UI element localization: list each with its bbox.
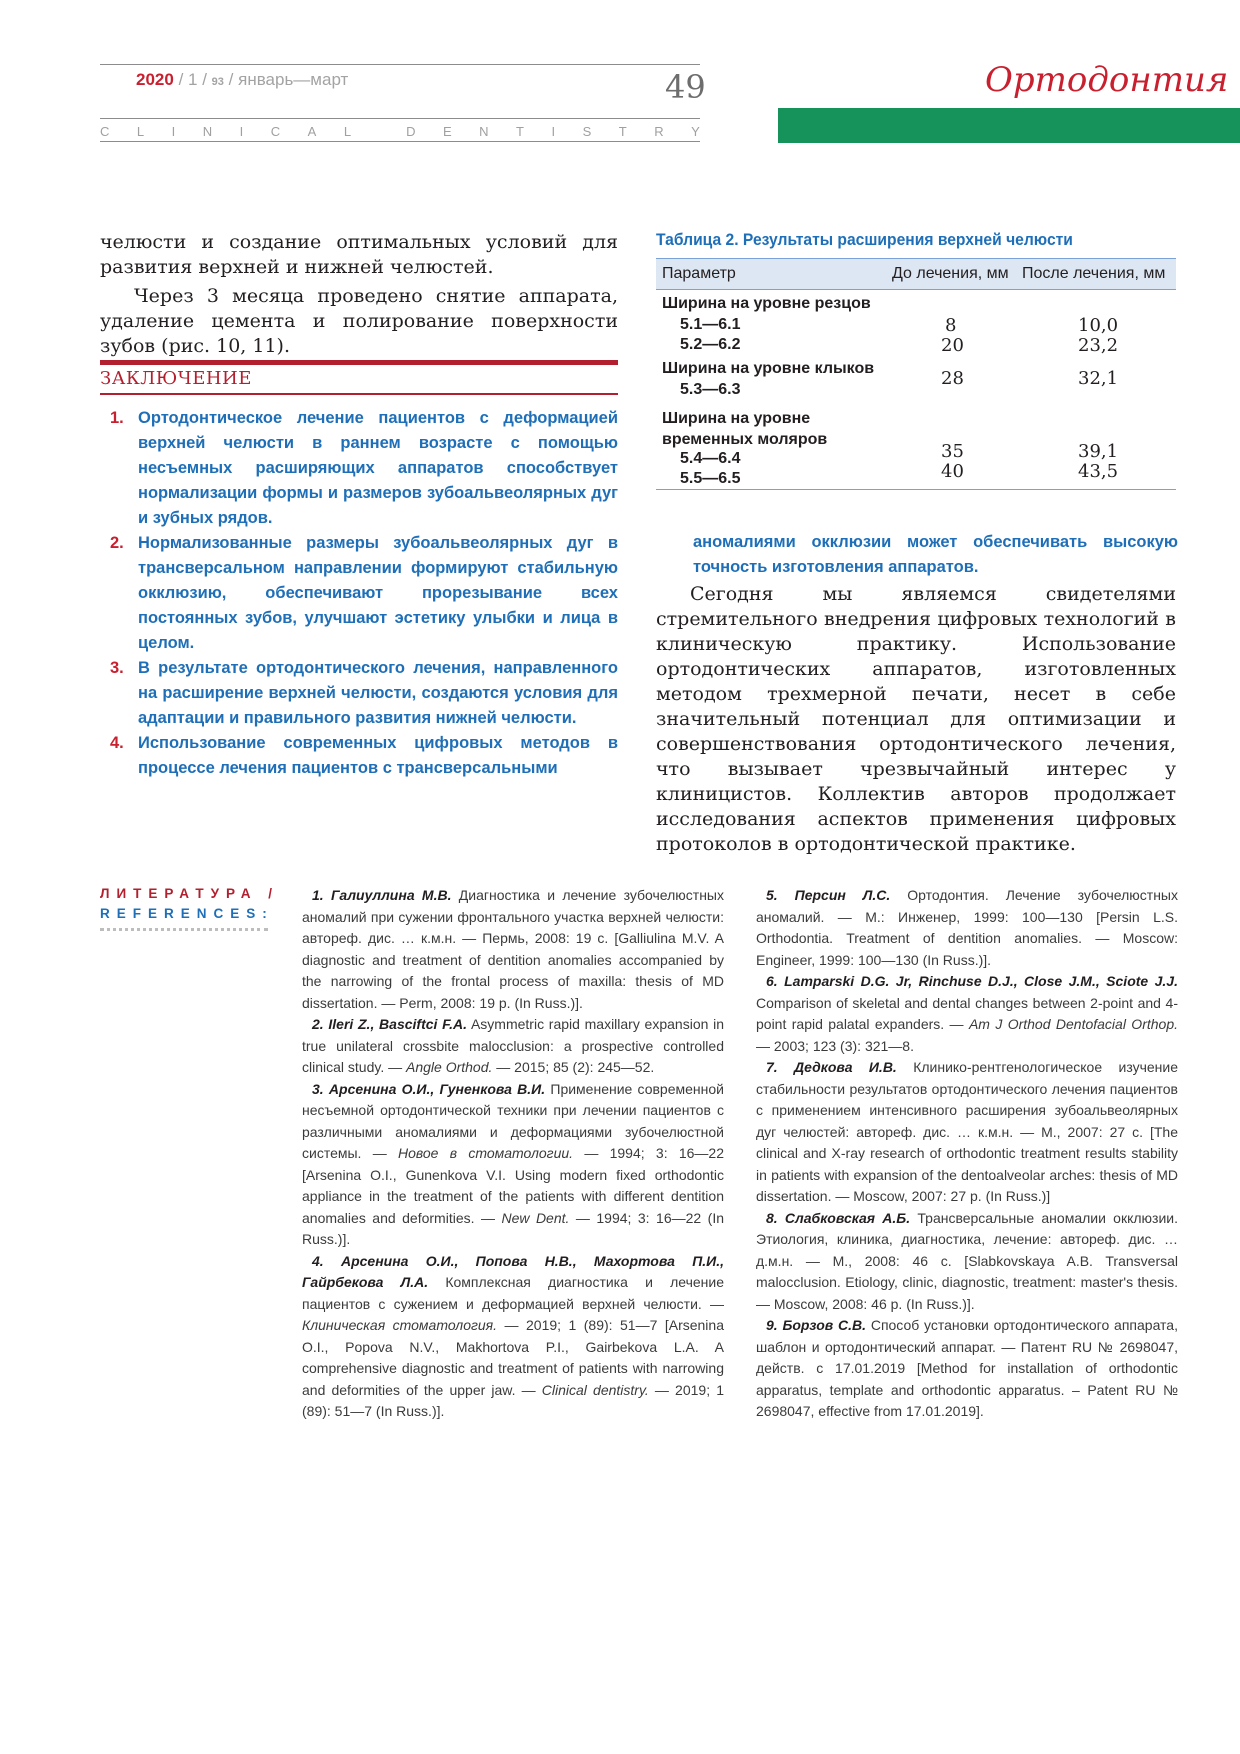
table-cell-after: 23,2 bbox=[1078, 335, 1119, 356]
table-cell-after: 10,0 bbox=[1078, 315, 1119, 336]
journal-letter: S bbox=[582, 124, 592, 139]
conclusion-continuation: аномалиями окклюзии может обеспечивать высокую точность изготовления аппаратов. bbox=[693, 533, 1178, 576]
table-row bbox=[656, 404, 1176, 490]
reference-authors: 9. Борзов С.В. bbox=[766, 1317, 867, 1333]
reference-authors: 2. Ileri Z., Basciftci F.A. bbox=[312, 1016, 468, 1032]
reference-tail: — 1994; 3: 16—22 [Arsenina O.I., Gunenkova V.I. Using modern fixed orthodontic appliance in the treatment of the patients with different dentition anomalies and deformities. — bbox=[302, 1145, 725, 1226]
issue-period: январь—март bbox=[238, 70, 349, 89]
table-row bbox=[656, 290, 1176, 354]
references-heading bbox=[100, 884, 279, 924]
reference-item bbox=[302, 1079, 724, 1251]
references-title-en: REFERENCES: bbox=[100, 906, 274, 921]
table-sub-label: 5.2—6.2 bbox=[680, 336, 741, 353]
table-header-cell: До лечения, мм bbox=[892, 265, 1009, 282]
references-title-ru: ЛИТЕРАТУРА / bbox=[100, 886, 280, 901]
item-number: 1. bbox=[110, 409, 124, 427]
section-color-band bbox=[778, 108, 1240, 143]
reference-authors: 1. Галиуллина М.В. bbox=[312, 887, 452, 903]
journal-letter: C bbox=[100, 124, 110, 139]
journal-letter: N bbox=[479, 124, 489, 139]
reference-authors: 6. Lamparski D.G. Jr, Rinchuse D.J., Close J.M., Sciote J.J. bbox=[766, 973, 1178, 989]
reference-tail: — 1994; 3: 16—22 (In Russ.)]. bbox=[302, 1209, 725, 1247]
table-cell-before: 20 bbox=[941, 335, 964, 356]
intro-paragraph-1: челюсти и создание оптимальных условий для развития верхней и нижней челюстей. bbox=[100, 231, 618, 278]
section-title: Ортодонтия bbox=[985, 60, 1229, 100]
table-cell-after: 39,1 bbox=[1078, 441, 1119, 462]
conclusion-heading: ЗАКЛЮЧЕНИЕ bbox=[100, 368, 252, 389]
conclusion-item bbox=[100, 531, 618, 656]
conclusion-list bbox=[100, 406, 618, 781]
journal-letter: N bbox=[202, 124, 213, 139]
reference-text: Asymmetric rapid maxillary expansion in true unilateral crossbite malocclusion: a prospective controlled clinical study. — bbox=[302, 1016, 724, 1075]
journal-letter: T bbox=[618, 124, 627, 139]
closing-text bbox=[656, 582, 1176, 857]
reference-journal: Клиническая стоматология. bbox=[302, 1317, 498, 1333]
table-header-cell: Параметр bbox=[662, 265, 736, 282]
table-row-label: Ширина на уровне клыков bbox=[662, 360, 875, 377]
issue-number: 1 bbox=[188, 70, 198, 89]
table-header-row bbox=[656, 258, 1176, 290]
reference-authors: 7. Дедкова И.В. bbox=[766, 1059, 897, 1075]
journal-letter: D bbox=[406, 124, 416, 139]
item-text: Использование современных цифровых методов в процессе лечения пациентов с трансверсальными bbox=[138, 734, 618, 777]
reference-tail: — 2019; 1 (89): 51—7 (In Russ.)]. bbox=[302, 1381, 724, 1419]
closing-paragraph: Сегодня мы являемся свидетелями стремительного внедрения цифровых технологий в клиническую практику. Использование ортодонтических аппаратов, изготовленных методом трехмерной печати, несет в себе значительный потенциал для оптимизации и совершенствования ортодонтического лечения, что вызывает чрезвычайный интерес у клиницистов. Коллектив авторов продолжает исследования аспектов применения цифровых протоколов в ортодонтической практике. bbox=[656, 583, 1176, 855]
reference-text: Применение современной несъемной ортодонтической техники при лечении пациентов с различными аномалиями и деформациями зубочелюстной системы. — bbox=[302, 1080, 724, 1161]
journal-letter: L bbox=[136, 124, 145, 139]
journal-name bbox=[100, 124, 700, 139]
item-number: 4. bbox=[110, 734, 124, 752]
table-header-cell: После лечения, мм bbox=[1022, 265, 1166, 282]
reference-text: Comparison of skeletal and dental changes between 2-point and 4-point rapid palatal expanders. — bbox=[756, 994, 1178, 1032]
journal-letter: C bbox=[270, 124, 281, 139]
reference-item bbox=[302, 885, 724, 1014]
conclusion-item bbox=[100, 656, 618, 731]
journal-letter: R bbox=[654, 124, 664, 139]
reference-authors: 4. Арсенина О.И., Попова Н.В., Махортова П.И., Гайрбекова Л.А. bbox=[302, 1252, 724, 1290]
reference-item bbox=[302, 1251, 724, 1423]
table-cell-before: 35 bbox=[941, 441, 964, 462]
reference-journal: New Dent. bbox=[501, 1209, 570, 1226]
header-top-rule bbox=[100, 64, 700, 65]
reference-text: Диагностика и лечение зубочелюстных аномалий при сужении фронтального участка верхней челюсти: автореф. дис. … к.м.н. — Пермь, 2008: 19 с. [Galliulina M.V. A diagnostic and treatment of dentition anomalies accompanied by the narrowing of the frontal process of maxilla: thesis of MD dissertation. — Perm, 2008: 19 p. (In Russ.)]. bbox=[302, 887, 724, 1011]
header-middle-rule bbox=[100, 118, 700, 119]
table-sub-label: 5.5—6.5 bbox=[680, 470, 741, 487]
reference-tail: — 2019; 1 (89): 51—7 [Arsenina O.I., Popova N.V., Makhortova P.I., Gairbekova L.A. A comprehensive diagnostic and treatment of patients with narrowing and deformities of the upper jaw. — bbox=[302, 1317, 724, 1398]
issue-info: 2020 / 1 / 93 / январь—март bbox=[136, 70, 349, 89]
intro-paragraph-2: Через 3 месяца проведено снятие аппарата, удаление цемента и полирование поверхности зубов (рис. 10, 11). bbox=[100, 285, 618, 357]
reference-item bbox=[756, 971, 1178, 1057]
reference-tail: — 2003; 123 (3): 321—8. bbox=[756, 1037, 914, 1054]
item-text: В результате ортодонтического лечения, направленного на расширение верхней челюсти, создаются условия для адаптации и правильного развития нижней челюсти. bbox=[138, 659, 618, 727]
results-table bbox=[656, 258, 1176, 490]
reference-text: Клинико-рентгенологическое изучение стабильности результатов ортодонтического лечения пациентов с применением интенсивного расширения зубоальвеолярных дуг челюстей: автореф. дис. … к.м.н. — М., 2007: 27 с. [The clinical and X-ray research of orthodontic treatment results stability in patients with expansion of the dentoalveolar arches: thesis of MD dissertation. — Moscow, 2007: 27 p. (In Russ.)] bbox=[756, 1059, 1178, 1204]
table-title: Таблица 2. Результаты расширения верхней челюсти bbox=[656, 230, 1073, 249]
journal-letter: Y bbox=[691, 124, 700, 139]
journal-letter: E bbox=[442, 124, 452, 139]
item-number: 3. bbox=[110, 659, 124, 677]
reference-authors: 8. Слабковская А.Б. bbox=[766, 1209, 911, 1226]
reference-item bbox=[756, 1208, 1178, 1316]
reference-text: Комплексная диагностика и лечение пациентов с сужением и деформацией верхней челюсти. — bbox=[302, 1274, 725, 1312]
item-text: Ортодонтическое лечение пациентов с деформацией верхней челюсти в раннем возрасте с помощью несъемных расширяющих аппаратов способствует нормализации формы и размеров зубоальвеолярных дуг и зубных рядов. bbox=[138, 409, 618, 527]
journal-letter: T bbox=[516, 124, 524, 139]
conclusion-top-rule bbox=[100, 360, 618, 365]
reference-text: Способ установки ортодонтического аппарата, шаблон и ортодонтический аппарат. — Патент RU № 2698047, действ. с 17.01.2019 [Method for installation of orthodontic apparatus, template and orthodontic apparatus. – Patent RU № 2698047, effective from 17.01.2019]. bbox=[756, 1317, 1178, 1419]
item-number: 2. bbox=[110, 534, 124, 552]
reference-journal: Am J Orthod Dentofacial Orthop. bbox=[968, 1016, 1178, 1032]
table-bottom-rule bbox=[656, 489, 1176, 490]
table-sub-label: 5.3—6.3 bbox=[680, 381, 741, 398]
reference-authors: 3. Арсенина О.И., Гуненкова В.И. bbox=[312, 1080, 546, 1097]
table-sub-label: 5.1—6.1 bbox=[680, 316, 741, 333]
reference-item bbox=[302, 1014, 724, 1079]
references-dotted-rule bbox=[100, 928, 268, 931]
header-bottom-rule bbox=[100, 141, 700, 142]
reference-authors: 5. Персин Л.С. bbox=[766, 887, 891, 903]
journal-letter: A bbox=[307, 124, 317, 139]
table-cell-before: 8 bbox=[945, 315, 957, 336]
table-cell-after: 32,1 bbox=[1078, 368, 1119, 389]
reference-item bbox=[756, 885, 1178, 971]
journal-letter: I bbox=[551, 124, 556, 139]
table-row-label: Ширина на уровне временных моляров bbox=[662, 410, 828, 448]
intro-text bbox=[100, 230, 618, 359]
reference-text: Трансверсальные аномалии окклюзии. Этиология, клиника, диагностика, лечение: автореф. дис. … д.м.н. — М., 2008: 46 с. [Slabkovskaya A.B. Transversal malocclusion. Etiology, clinic, diagnostic, treatment: master's thesis. — Moscow, 2008: 46 p. (In Russ.)]. bbox=[756, 1209, 1178, 1312]
reference-text: Ортодонтия. Лечение зубочелюстных аномалий. — М.: Инженер, 1999: 100—130 [Persin L.S. Orthodontia. Treatment of dentition anomalies. — Moscow: Engineer, 1999: 100—130 (In Russ.)]. bbox=[756, 887, 1178, 968]
reference-journal: Новое в стоматологии. bbox=[398, 1145, 574, 1161]
table-cell-after: 43,5 bbox=[1078, 461, 1119, 482]
references-column-right bbox=[756, 885, 1178, 1423]
journal-letter: I bbox=[171, 124, 176, 139]
conclusion-item bbox=[100, 406, 618, 531]
issue-total: 93 bbox=[211, 76, 224, 88]
table-row-label: Ширина на уровне резцов bbox=[662, 295, 871, 312]
reference-item bbox=[756, 1057, 1178, 1208]
reference-journal: Clinical dentistry. bbox=[541, 1381, 649, 1398]
page-number: 49 bbox=[665, 68, 706, 106]
reference-item bbox=[756, 1315, 1178, 1423]
conclusion-item bbox=[100, 731, 618, 781]
references-column-left bbox=[302, 885, 724, 1423]
reference-tail: — 2015; 85 (2): 245—52. bbox=[492, 1059, 655, 1075]
table-sub-label: 5.4—6.4 bbox=[680, 450, 741, 467]
journal-letter: L bbox=[343, 124, 352, 139]
table-cell-before: 40 bbox=[941, 461, 964, 482]
conclusion-bottom-rule bbox=[100, 393, 618, 395]
table-row bbox=[656, 354, 1176, 404]
journal-letter: I bbox=[239, 124, 244, 139]
reference-journal: Angle Orthod. bbox=[406, 1059, 493, 1075]
table-cell-before: 28 bbox=[941, 368, 964, 389]
issue-year: 2020 bbox=[136, 70, 174, 89]
item-text: Нормализованные размеры зубоальвеолярных дуг в трансверсальном направлении формируют стабильную окклюзию, обеспечивают прорезывание всех постоянных зубов, улучшают эстетику улыбки и лица в целом. bbox=[138, 534, 618, 652]
